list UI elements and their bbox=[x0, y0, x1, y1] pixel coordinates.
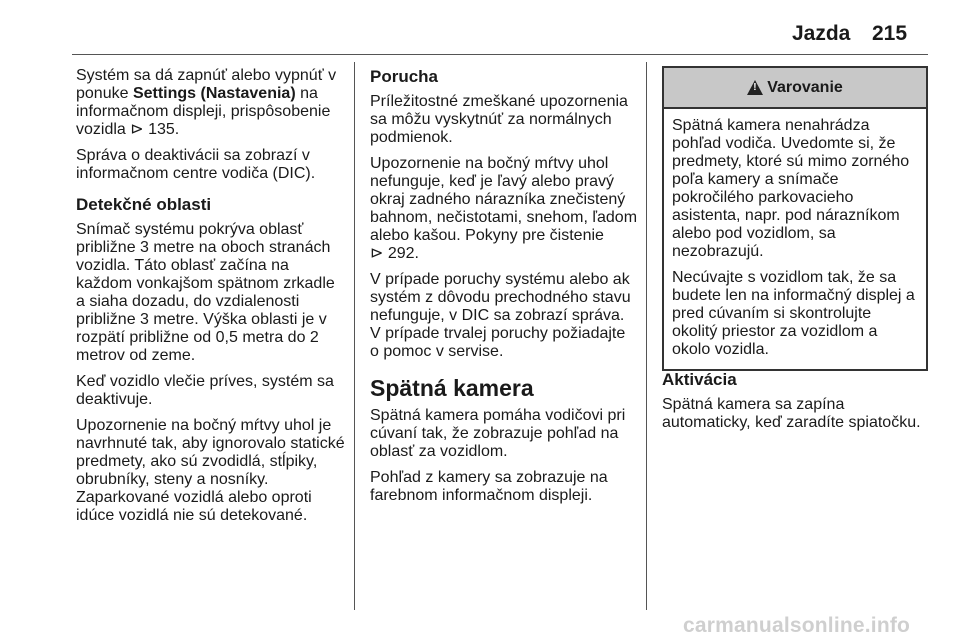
paragraph: Spätná kamera pomáha vodičovi pri cúvaní tak, že zobrazuje pohľad na oblasť za vozidlom. bbox=[370, 407, 626, 460]
paragraph: Spätná kamera sa zapína automaticky, keď zaradíte spiatočku. bbox=[662, 396, 921, 431]
paragraph: Príležitostné zmeškané upozornenia sa môžu vyskytnúť za normálnych podmienok. bbox=[370, 93, 628, 146]
menu-name: Settings (Nastavenia) bbox=[132, 85, 296, 102]
page-ref[interactable]: 292. bbox=[387, 245, 419, 262]
column-divider bbox=[354, 62, 355, 610]
header-rule bbox=[72, 54, 928, 55]
section-heading: Detekčné oblasti bbox=[76, 195, 212, 214]
warning-header bbox=[664, 68, 926, 109]
section-heading: Porucha bbox=[370, 67, 439, 86]
column-left bbox=[76, 67, 348, 533]
paragraph: Správa o deaktivácii sa zobrazí v informačnom centre vodiča (DIC). bbox=[76, 147, 316, 182]
warning-title: Varovanie bbox=[767, 78, 843, 96]
chapter-title: Spätná kamera bbox=[370, 375, 534, 401]
paragraph: Systém sa dá zapnúť alebo vypnúť v ponuke Settings (Nastavenia) na informačnom displeji, prispôsobenie vozidla ⊳ 135. bbox=[76, 67, 337, 138]
paragraph: Pohľad z kamery sa zobrazuje na farebnom informačnom displeji. bbox=[370, 469, 608, 504]
paragraph: Snímač systému pokrýva oblasť približne 3 metre na oboch stranách vozidla. Táto oblasť začína na každom vonkajšom spätnom zrkadle a siaha dozadu, do vzdialenosti približne 3 metre. Výška oblasti je v rozpätí približne od 0,5 metra do 2 metrov od zeme. bbox=[76, 221, 335, 364]
header-title: Jazda bbox=[792, 22, 851, 45]
paragraph: Spätná kamera nenahrádza pohľad vodiča. Uvedomte si, že predmety, ktoré sú mimo zorného poľa kamery a snímače pokročilého parkovacieho asistenta, napr. pod nárazníkom alebo pod vozidlom, sa nezobrazujú. bbox=[672, 117, 910, 260]
paragraph: Upozornenie na bočný mŕtvy uhol je navrhnuté tak, aby ignorovalo statické predmety, ako sú zvodidlá, stĺpiky, obrubníky, steny a nosníky. Zaparkované vozidlá alebo oproti idúce vozidlá nie sú detekované. bbox=[76, 417, 345, 524]
page-ref-arrow-icon: ⊳ bbox=[130, 121, 149, 138]
column-right bbox=[662, 370, 932, 432]
paragraph: V prípade poruchy systému alebo ak systém z dôvodu prechodného stavu nefunguje, v DIC sa zobrazí správa. V prípade trvalej poruchy požiadajte o pomoc v servise. bbox=[370, 271, 631, 360]
paragraph: Keď vozidlo vlečie príves, systém sa deaktivuje. bbox=[76, 373, 334, 408]
warning-box bbox=[662, 66, 928, 371]
paragraph: Necúvajte s vozidlom tak, že sa budete len na informačný displej a pred cúvaním si skontrolujte okolitý priestor za vozidlom a okolo vozidla. bbox=[672, 269, 915, 358]
warning-body bbox=[664, 109, 926, 369]
page-ref-arrow-icon: ⊳ bbox=[370, 245, 388, 262]
watermark: carmanualsonline.info bbox=[683, 614, 911, 637]
warning-triangle-icon bbox=[747, 80, 763, 95]
paragraph: Upozornenie na bočný mŕtvy uhol nefunguje, keď je ľavý alebo pravý okraj zadného nárazníka znečistený bahnom, nečistotami, snehom, ľadom alebo kašou. Pokyny pre čistenie ⊳ 292. bbox=[370, 155, 638, 262]
section-heading: Aktivácia bbox=[662, 370, 737, 389]
column-middle bbox=[370, 67, 638, 513]
column-divider bbox=[646, 62, 647, 610]
page-ref[interactable]: 135. bbox=[148, 121, 180, 138]
page-number: 215 bbox=[872, 22, 908, 45]
